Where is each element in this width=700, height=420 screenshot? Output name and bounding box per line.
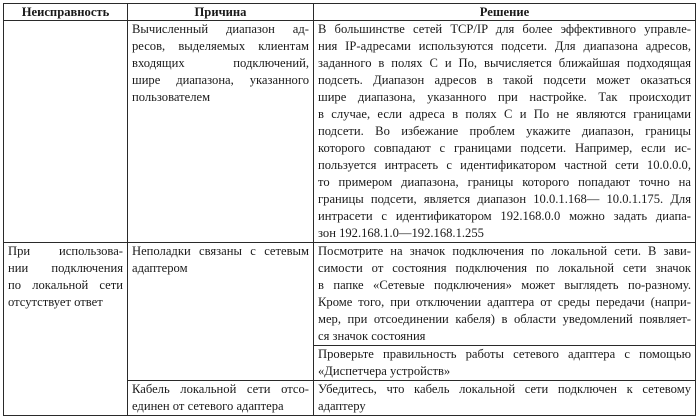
text-line: то примером диапазона, границы которого попадают точно на — [318, 175, 691, 189]
text-line: подсети. Во избежание проблем укажите диапазон, границы — [318, 124, 691, 138]
solution-cell — [314, 243, 696, 346]
header-solution: Решение — [314, 4, 696, 21]
text-line: границы подсети, является диапазон 10.0.1.168— 10.0.1.175. Для — [318, 192, 691, 206]
cause-cell — [128, 243, 314, 381]
text-line: входящих подключений, — [132, 56, 309, 70]
text-line: зон 192.168.1.0—192.168.1.255 — [318, 226, 484, 240]
text-line: в случае, если адреса в полях С и По не являются границами — [318, 107, 691, 121]
problem-cell — [4, 21, 128, 243]
text-line: Неполадки связаны с сетевым — [132, 244, 309, 258]
text-line: пользователем — [132, 90, 211, 104]
cause-cell — [128, 381, 314, 416]
problem-cell — [4, 243, 128, 416]
text-line: Посмотрите на значок подключения по локальной сети. В зави- — [318, 244, 691, 258]
solution-cell — [314, 346, 696, 381]
troubleshooting-table — [3, 3, 696, 416]
text-line: подсеть. Диапазон адресов в такой подсети может оказаться — [318, 73, 691, 87]
text-line: единен от сетевого адаптера — [132, 399, 284, 413]
text-line: ся значок состояния — [318, 329, 426, 343]
text-line: симости от состояния подключения по локальной сети значок — [318, 261, 691, 275]
text-line: которого совпадают с границами подсети. Например, если ис- — [318, 141, 691, 155]
table-row — [4, 243, 696, 346]
text-line: мер, при отсоединении кабеля) в области уведомлений появляет- — [318, 312, 691, 326]
text-line: пользуется интрасеть с идентификатором частной сети 10.0.0.0, — [318, 158, 691, 172]
text-line: заданного в полях С и По, вычисляется ближайшая подходящая — [318, 56, 691, 70]
text-line: Убедитесь, что кабель локальной сети подключен к сетевому — [318, 382, 691, 396]
text-line: Проверьте правильность работы сетевого адаптера с помощью — [318, 347, 691, 361]
text-line: в папке «Сетевые подключения» может выглядеть по-разному. — [318, 278, 691, 292]
table-row — [4, 21, 696, 243]
text-line: нии подключения — [8, 261, 123, 275]
cause-cell — [128, 21, 314, 243]
text-line: ния IP-адресами используются подсети. Для диапазона адресов, — [318, 39, 691, 53]
header-problem: Неисправность — [4, 4, 128, 21]
text-line: шире диапазона, указанного — [132, 73, 309, 87]
text-line: Кабель локальной сети отсо- — [132, 382, 309, 396]
text-line: «Диспетчера устройств» — [318, 364, 451, 378]
text-line: по локальной сети — [8, 278, 123, 292]
text-line: При использова- — [8, 244, 123, 258]
solution-cell — [314, 21, 696, 243]
text-line: адаптеру — [318, 399, 366, 413]
text-line: отсутствует ответ — [8, 295, 103, 309]
table-header-row — [4, 4, 696, 21]
text-line: шире диапазона, указанного при настройке. Так происходит — [318, 90, 691, 104]
text-line: Вычисленный диапазон ад- — [132, 22, 309, 36]
text-line: интрасети с идентификатором 192.168.0.0 можно задать диапа- — [318, 209, 691, 223]
header-cause: Причина — [128, 4, 314, 21]
text-line: Кроме того, при отключении адаптера от среды передачи (напри- — [318, 295, 691, 309]
solution-cell — [314, 381, 696, 416]
text-line: ресов, выделяемых клиентам — [132, 39, 309, 53]
text-line: В большинстве сетей TCP/IP для более эффективного управле- — [318, 22, 691, 36]
text-line: адаптером — [132, 261, 188, 275]
